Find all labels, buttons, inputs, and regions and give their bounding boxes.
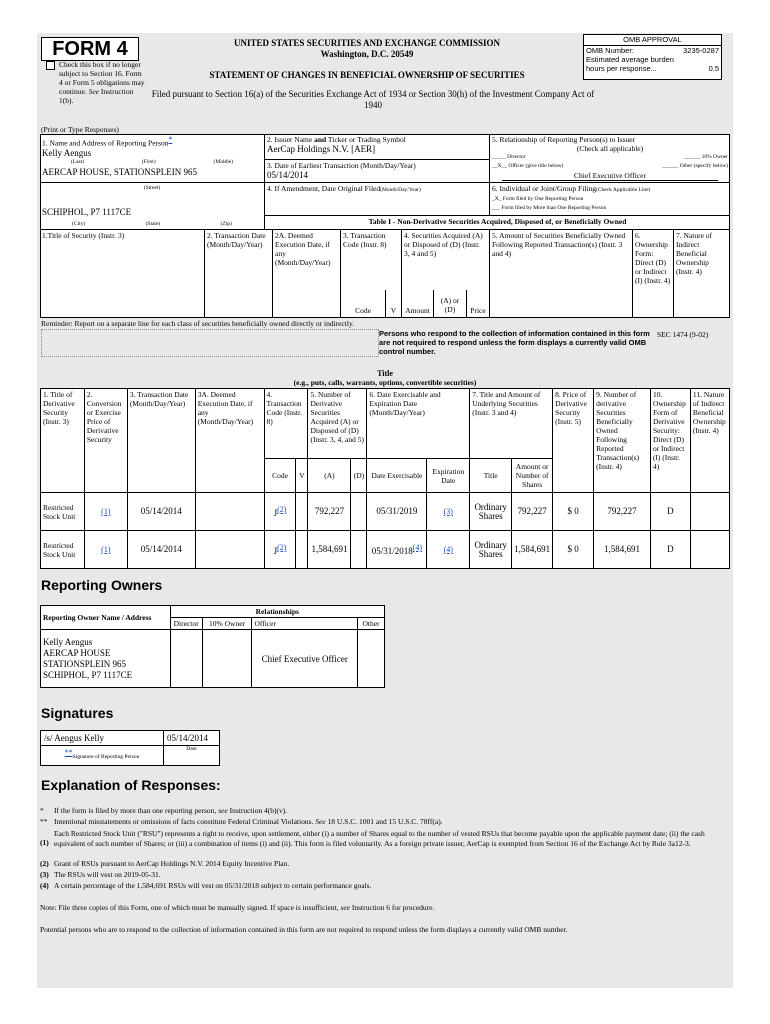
t2-h1: 1. Title of Derivative Security (Instr. 3) [41, 389, 85, 493]
t2-h7: 7. Title and Amount of Underlying Securities (Instr. 3 and 4) [470, 389, 553, 459]
box3-earliest-date: 3. Date of Earliest Transaction (Month/Day/Year) 05/14/2014 [265, 160, 490, 183]
t1-sub-amount: Amount [402, 290, 434, 318]
t2-owned: 1,584,691 [594, 531, 651, 569]
footnote-4: (4) A certain percentage of the 1,584,691 RSUs will vest on 05/31/2018 subject to certain performance goals. [40, 881, 372, 890]
footnote-2-link[interactable]: (2) [277, 543, 287, 552]
t2-security: Restricted Stock Unit [41, 531, 85, 569]
t1-sub-v: V [386, 290, 402, 318]
t2-sub-date-ex: Date Exercisable [367, 459, 427, 493]
explanation-star1: * If the form is filed by more than one reporting person, see Instruction 4(b)(v). [40, 806, 288, 815]
t2-amount: 792,227 [512, 493, 553, 531]
t2-sub-title: Title [470, 459, 512, 493]
t2-h5: 5. Number of Derivative Securities Acquired (A) or Disposed of (D) (Instr. 3, 4, and 5) [308, 389, 367, 459]
table2-subtitle: (e.g., puts, calls, warrants, options, convertible securities) [293, 378, 477, 387]
footnote-3: (3) The RSUs will vest on 2019-05-31. [40, 870, 161, 879]
t2-sub-exp: Expiration Date [427, 459, 470, 493]
t1-sub-price: Price [467, 290, 490, 318]
explanation-star2: ** Intentional misstatements or omissions of facts constitute Federal Criminal Violations. See 18 U.S.C. 1001 and 15 U.S.C. 78ff(a). [40, 817, 443, 826]
t2-date-exercisable: 05/31/2018 [371, 546, 413, 556]
omb-number-label: OMB Number: [586, 46, 634, 55]
t1-col-title: 1.Title of Security (Instr. 3) [40, 230, 205, 318]
t2-acquired: 792,227 [308, 493, 351, 531]
t2-owned: 792,227 [594, 493, 651, 531]
statement-title: STATEMENT OF CHANGES IN BENEFICIAL OWNERSHIP OF SECURITIES [209, 70, 525, 80]
reporting-person-street: AERCAP HOUSE, STATIONSPLEIN 965 [42, 166, 197, 177]
footnote-3-link[interactable]: (3) [443, 507, 453, 516]
t1-col-code: 3. Transaction Code (Instr. 8) [341, 230, 402, 290]
signature-date: 05/14/2014 [164, 731, 219, 746]
t2-form: D [650, 531, 690, 569]
footnote-4-link[interactable]: (4) [412, 543, 423, 552]
omb-title: OMB APPROVAL [584, 35, 721, 46]
t2-h8: 8. Price of Derivative Security (Instr. 5) [553, 389, 594, 493]
omb-approval-box [583, 34, 722, 80]
t1-col-acquired: 4. Securities Acquired (A) or Disposed of (D) (Instr. 3, 4 and 5) [402, 230, 490, 290]
t2-security: Restricted Stock Unit [41, 493, 85, 531]
t2-sub-amount: Amount or Number of Shares [512, 459, 553, 493]
reporting-person-city: SCHIPHOL, P7 1117CE [42, 207, 132, 217]
footnote-2-link[interactable]: (2) [277, 505, 287, 514]
potential-persons-note: Potential persons who are to respond to the collection of information contained in this form are not required to respond unless the form displays a currently valid OMB number. [40, 925, 568, 934]
reporting-owners-table [40, 605, 385, 688]
reporting-person-name: Kelly Aengus [42, 147, 92, 158]
issuer-name: AerCap Holdings N.V. [AER] [267, 144, 376, 154]
print-type-note: (Print or Type Responses) [41, 125, 119, 134]
t2-title: Ordinary Shares [470, 493, 512, 531]
sec-form-code: SEC 1474 (9-02) [657, 330, 709, 339]
ro-officer: Officer [252, 618, 358, 630]
ro-officer-title: Chief Executive Officer [252, 630, 358, 688]
form-title: FORM 4 [41, 37, 139, 61]
ro-director: Director [170, 618, 202, 630]
omb-burden-label: Estimated average burden [586, 55, 674, 64]
t2-h6: 6. Date Exercisable and Expiration Date (Month/Day/Year) [367, 389, 470, 459]
t2-h2: 2. Conversion or Exercise Price of Derivative Security [84, 389, 127, 493]
t1-col-ownership: 6. Ownership Form: Direct (D) or Indirect (I) (Instr. 4) [633, 230, 674, 318]
t2-price: $ 0 [553, 531, 594, 569]
footnote-1: (1) Each Restricted Stock Unit ("RSU") represents a right to receive, upon settlement, either (i) a number of Shares equal to the number of vested RSUs that become payable upon the applicable payment date; (ii) the cash equivalent of such number of Shares; or (iii) a combination of items (i) and (ii). This form is filed voluntarily. As a foreign private issuer, AerCap is exempted from Section 16 of the Exchange Act by Rule 3a12-3. [40, 829, 705, 848]
agency-city: Washington, D.C. 20549 [320, 49, 414, 59]
t1-col-date: 2. Transaction Date (Month/Day/Year) [205, 230, 273, 318]
t2-code: J [273, 546, 278, 556]
t2-h3a: 3A. Deemed Execution Date, if any (Month/Day/Year) [195, 389, 264, 493]
ro-other: Other [358, 618, 385, 630]
blank-notice-box [41, 329, 379, 357]
t2-code: J [273, 508, 278, 518]
footnote-1-link[interactable]: (1) [101, 545, 111, 554]
t2-sub-v: V [296, 459, 308, 493]
box1-address-cont: (Street) SCHIPHOL, P7 1117CE (City) (State) (Zip) [40, 183, 265, 230]
omb-hours: 0.5 [708, 64, 719, 73]
officer-title: Chief Executive Officer [502, 171, 718, 181]
t2-h10: 10. Ownership Form of Derivative Security: Direct (D) or Indirect (I) (Instr. 4) [650, 389, 690, 493]
t1-col-amount: 5. Amount of Securities Beneficially Owned Following Reported Transaction(s) (Instr. 3 and 4) [490, 230, 633, 318]
footnote-4-link[interactable]: (4) [443, 545, 453, 554]
signature-date-box: 05/14/2014 Date [164, 730, 220, 766]
file-copies-note: Note: File three copies of this Form, one of which must be manually signed. If space is insufficient, see Instruction 6 for procedure. [40, 903, 435, 912]
box4-amendment: 4. If Amendment, Date Original Filed(Month/Day/Year) [265, 183, 490, 216]
t2-form: D [650, 493, 690, 531]
t2-price: $ 0 [553, 493, 594, 531]
signature-value: /s/ Aengus Kelly [41, 731, 163, 746]
footnote-star-link[interactable]: * [168, 135, 173, 144]
t2-h11: 11. Nature of Indirect Beneficial Ownership (Instr. 4) [690, 389, 729, 493]
signatures-heading: Signatures [41, 705, 114, 721]
omb-hours-label: hours per response... [586, 64, 657, 73]
t1-sub-aord: (A) or (D) [434, 290, 467, 318]
t2-sub-d: (D) [351, 459, 367, 493]
t2-date: 05/14/2014 [127, 493, 195, 531]
t2-title: Ordinary Shares [470, 531, 512, 569]
persons-notice: Persons who respond to the collection of information contained in this form are not required to respond unless the form displays a currently valid OMB control number. [379, 329, 650, 356]
t2-sub-a: (A) [308, 459, 351, 493]
t2-sub-code: Code [264, 459, 296, 493]
t2-h9: 9. Number of derivative Securities Beneficially Owned Following Reported Transaction(s) (Instr. 4) [594, 389, 651, 493]
box1-reporting-person: 1. Name and Address of Reporting Person* Kelly Aengus (Last) (First) (Middle) AERCAP HOUSE, STATIONSPLEIN 965 [40, 134, 265, 183]
check-box-text: Check this box if no longer subject to Section 16. Form 4 or Form 5 obligations may continue. See Instruction 1(b). [59, 60, 145, 105]
explanation-heading: Explanation of Responses: [41, 777, 221, 793]
t1-col-nature: 7. Nature of Indirect Beneficial Ownership (Instr. 4) [674, 230, 730, 318]
ro-relationships: Relationships [170, 606, 384, 618]
filed-pursuant: Filed pursuant to Section 16(a) of the Securities Exchange Act of 1934 or Section 30(h) of the Investment Company Act of 1940 [151, 89, 595, 110]
footnote-1-link[interactable]: (1) [101, 507, 111, 516]
omb-number: 3235-0287 [683, 46, 719, 55]
t2-h4: 4. Transaction Code (Instr. 8) [264, 389, 308, 459]
earliest-transaction-date: 05/14/2014 [267, 170, 309, 180]
t2-h3: 3. Transaction Date (Month/Day/Year) [127, 389, 195, 493]
t2-amount: 1,584,691 [512, 531, 553, 569]
footnote-double-star-link[interactable]: ** [64, 748, 73, 757]
table2-derivatives [40, 388, 730, 569]
box6-filing: 6. Individual or Joint/Group Filing(Check Applicable Line) _X_ Form filed by One Reporting Person ___ Form filed by More than One Reporting Person [490, 183, 730, 216]
t1-sub-code: Code [341, 290, 386, 318]
table2-title: Title [377, 369, 393, 378]
agency-name: UNITED STATES SECURITIES AND EXCHANGE COMMISSION [234, 38, 500, 48]
reporting-owners-heading: Reporting Owners [41, 577, 163, 593]
ro-ten-pct: 10% Owner [202, 618, 252, 630]
box2-issuer: 2. Issuer Name and Ticker or Trading Symbol AerCap Holdings N.V. [AER] [265, 134, 490, 160]
ro-col-name: Reporting Owner Name / Address [41, 606, 171, 630]
t2-date-exercisable: 05/31/2019 [367, 493, 427, 531]
t1-col-deemed: 2A. Deemed Execution Date, if any (Month/Day/Year) [273, 230, 341, 318]
no-longer-subject-checkbox[interactable] [46, 61, 55, 70]
form-page [37, 33, 733, 988]
table-row [41, 531, 730, 569]
reminder-text: Reminder: Report on a separate line for each class of securities beneficially owned directly or indirectly. [41, 319, 355, 328]
table1-title: Table I - Non-Derivative Securities Acquired, Disposed of, or Beneficially Owned [265, 216, 730, 230]
box5-relationship: 5. Relationship of Reporting Person(s) to Issuer (Check all applicable) _____ Director ______ 10% Owner __X__ Officer (give title below) ______ Other (specify below) Chief Executive Officer [490, 134, 730, 183]
t2-date: 05/14/2014 [127, 531, 195, 569]
signature-box: /s/ Aengus Kelly **Signature of Reporting Person [40, 730, 164, 766]
table-row [41, 493, 730, 531]
ro-owner-address: Kelly Aengus AERCAP HOUSE STATIONSPLEIN 965 SCHIPHOL, P7 1117CE [41, 630, 171, 688]
footnote-2: (2) Grant of RSUs pursuant to AerCap Holdings N.V. 2014 Equity Incentive Plan. [40, 859, 290, 868]
t2-acquired: 1,584,691 [308, 531, 351, 569]
